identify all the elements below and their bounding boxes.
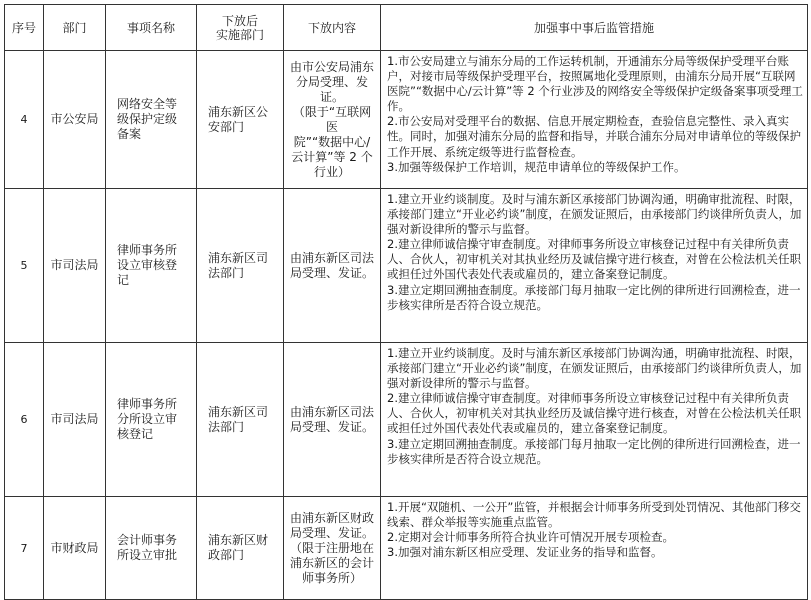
header-impl-line2: 实施部门: [215, 27, 264, 42]
header-measures: 加强事中事后监管措施: [381, 5, 808, 51]
row-content-line: （限于“互联网医: [292, 104, 372, 134]
row-dept: 市司法局: [44, 189, 106, 343]
row-seq: 5: [5, 189, 44, 343]
row-seq: 7: [5, 497, 44, 600]
measure-item: 3.加强对浦东新区相应受理、发证业务的指导和监督。: [387, 545, 663, 560]
row-content-line: 浦东新区的会计: [289, 555, 374, 570]
row-content: [284, 189, 381, 343]
row-item-line: 律师事务所: [117, 397, 178, 411]
row-measures: [381, 51, 808, 189]
row-measures: [381, 189, 808, 343]
header-impl-line1: 下放后: [221, 13, 258, 28]
row-content: [284, 497, 381, 600]
row-content: [284, 51, 381, 189]
row-item: [106, 189, 197, 343]
measure-item: 2.建立律师诚信操守审查制度。对律师事务所设立审核登记过程中有关律所负责人、合伙人，初审机关对其执业经历及诚信操守进行核查，对曾在公检法机关任职或担任过外国代表处代表或雇员的，建立备案登记制度。: [387, 237, 801, 282]
row-item: [106, 51, 197, 189]
row-impl-line: 浦东新区司: [208, 250, 269, 265]
table-row: [5, 51, 808, 189]
header-content: 下放内容: [284, 5, 381, 51]
row-content-line: 局受理、发证。: [289, 419, 374, 434]
row-impl: [197, 343, 284, 497]
row-dept: 市公安局: [44, 51, 106, 189]
row-content-line: 由市公安局浦东: [289, 59, 374, 74]
row-impl: [197, 497, 284, 600]
row-impl-line: 浦东新区司: [208, 404, 269, 419]
row-impl-line: 浦东新区公: [208, 104, 269, 119]
row-seq: 6: [5, 343, 44, 497]
header-dept: 部门: [44, 5, 106, 51]
row-dept: 市财政局: [44, 497, 106, 600]
measure-item: 3.建立定期回溯抽查制度。承接部门每月抽取一定比例的律所进行回溯检查，进一步核实律所是否符合设立规范。: [387, 282, 801, 312]
row-item-line: 会计师事务: [117, 533, 178, 547]
header-seq: 序号: [5, 5, 44, 51]
row-measures: [381, 497, 808, 600]
row-content-line: 师事务所）: [301, 570, 362, 585]
row-dept: 市司法局: [44, 343, 106, 497]
header-item: 事项名称: [106, 5, 197, 51]
row-content-line: 行业）: [313, 164, 350, 179]
table-row: [5, 343, 808, 497]
row-item-line: 级保护定级: [117, 112, 178, 126]
measure-item: 1.开展“双随机、一公开”监管，并根据会计师事务所受到处罚情况、其他部门移交线索、群众举报等实施重点监管。: [387, 500, 801, 530]
row-content-line: 局受理、发证。: [289, 525, 374, 540]
row-item-line: 所设立审批: [117, 548, 178, 562]
header-impl: [197, 5, 284, 51]
row-item-line: 备案: [117, 127, 142, 141]
row-content-line: 由浦东新区财政: [289, 510, 374, 525]
row-item-line: 核登记: [117, 427, 154, 441]
table-row: [5, 497, 808, 600]
row-content-line: 云计算”等 2 个: [291, 149, 373, 164]
measure-item: 2.市公安局对受理平台的数据、信息开展定期检查，查验信息完整性、录入真实性。同时，加强对浦东分局的监督和指导，并联合浦东分局对申请单位的等级保护工作开展、系统定级等进行监督检查。: [387, 114, 801, 159]
row-impl: [197, 51, 284, 189]
row-content-line: （限于注册地在: [289, 540, 374, 555]
row-item-line: 网络安全等: [117, 97, 178, 111]
row-item-line: 设立审核登: [117, 258, 178, 272]
measure-item: 2.建立律师诚信操守审查制度。对律师事务所设立审核登记过程中有关律所负责人、合伙人，初审机关对其执业经历及诚信操守进行核查，对曾在公检法机关任职或担任过外国代表处代表或雇员的，建立备案登记制度。: [387, 391, 801, 436]
row-impl-line: 浦东新区财: [208, 533, 269, 547]
row-impl-line: 法部门: [208, 419, 245, 434]
row-content-line: 由浦东新区司法: [289, 250, 374, 265]
measure-item: 3.加强等级保护工作培训，规范申请单位的等级保护工作。: [387, 159, 686, 174]
supervision-table: [4, 4, 808, 600]
row-seq: 4: [5, 51, 44, 189]
row-impl-line: 政部门: [208, 548, 245, 562]
measure-item: 3.建立定期回溯抽查制度。承接部门每月抽取一定比例的律所进行回溯检查，进一步核实律所是否符合设立规范。: [387, 436, 801, 466]
header-row: [5, 5, 808, 51]
measure-item: 1.市公安局建立与浦东分局的工作运转机制，开通浦东分局等级保护受理平台账户，对接市局等级保护受理平台，按照属地化受理原则，由浦东分局开展“互联网医院”“数据中心/云计算”等 2 个行业涉及的网络安全等级保护定级备案事项受理工作。: [387, 54, 803, 114]
table-row: [5, 189, 808, 343]
row-content: [284, 343, 381, 497]
measure-item: 1.建立开业约谈制度。及时与浦东新区承接部门协调沟通，明确审批流程、时限，承接部门建立“开业必约谈”制度，在颁发证照后，由承接部门约谈律所负责人，加强对新设律所的警示与监督。: [387, 346, 802, 391]
measure-item: 2.定期对会计师事务所符合执业许可情况开展专项检查。: [387, 530, 674, 545]
row-item-line: 分所设立审: [117, 412, 178, 426]
row-content-line: 由浦东新区司法: [289, 404, 374, 419]
row-item: [106, 497, 197, 600]
row-impl-line: 法部门: [208, 265, 245, 280]
measure-item: 1.建立开业约谈制度。及时与浦东新区承接部门协调沟通，明确审批流程、时限，承接部门建立“开业必约谈”制度，在颁发证照后，由承接部门约谈律所负责人，加强对新设律所的警示与监督。: [387, 192, 802, 237]
row-measures: [381, 343, 808, 497]
row-content-line: 院”“数据中心/: [293, 134, 371, 149]
row-item: [106, 343, 197, 497]
row-item-line: 律师事务所: [117, 243, 178, 257]
row-impl: [197, 189, 284, 343]
row-content-line: 局受理、发证。: [289, 265, 374, 280]
row-impl-line: 安部门: [208, 119, 245, 134]
row-item-line: 记: [117, 273, 130, 287]
row-content-line: 分局受理、发证。: [295, 74, 368, 104]
